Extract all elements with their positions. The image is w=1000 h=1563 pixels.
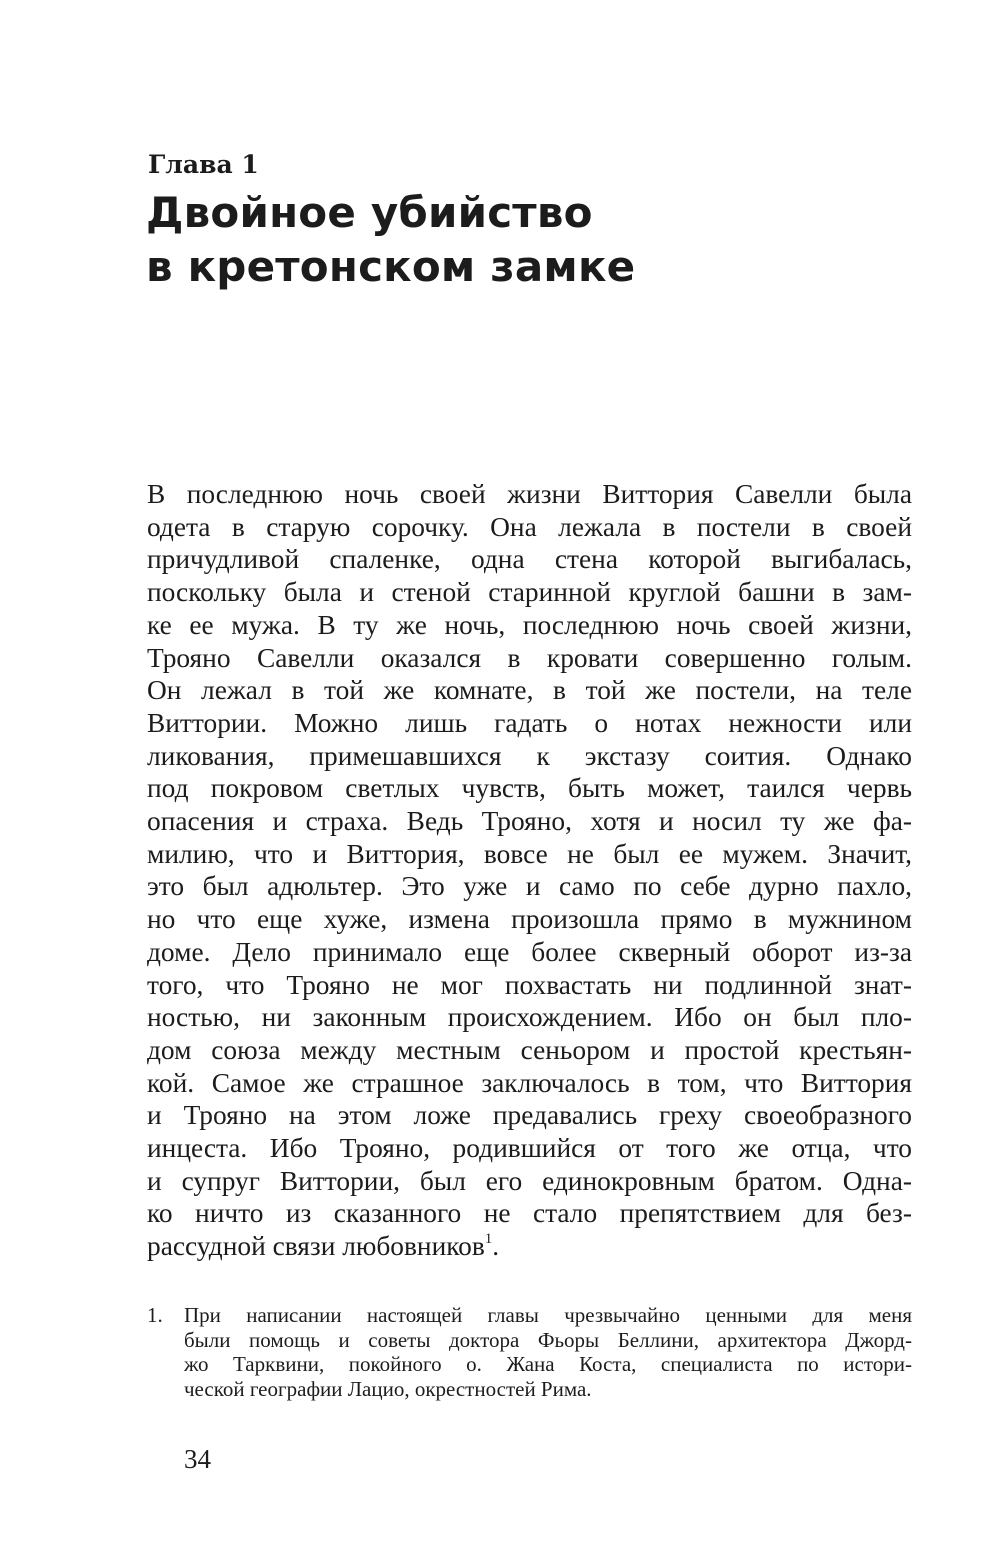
chapter-label: Глава 1 — [148, 150, 259, 179]
chapter-title — [146, 186, 906, 294]
final-punctuation: . — [492, 1231, 500, 1262]
body-line-text: рассудной связи любовников — [147, 1231, 485, 1262]
body-line: ко ничто из сказанного не стало препятствием для без- — [147, 1198, 912, 1229]
body-line: и супруг Виттории, был его единокровным братом. Одна- — [147, 1165, 912, 1196]
body-line: кой. Самое же страшное заключалось в том, что Виттория — [147, 1067, 912, 1098]
footnote-line: были помощь и советы доктора Фьоры Беллини, архитектора Джорд- — [184, 1327, 912, 1352]
body-line: ликования, примешавшихся к экстазу соития. Однако — [147, 740, 912, 771]
body-line: опасения и страха. Ведь Трояно, хотя и носил ту же фа- — [147, 806, 912, 837]
body-line: дом союза между местным сеньором и простой крестьян- — [147, 1034, 912, 1065]
body-line: ностью, ни законным происхождением. Ибо он был пло- — [147, 1002, 912, 1033]
footnote-reference[interactable]: 1 — [484, 1231, 493, 1248]
body-line: под покровом светлых чувств, быть может, таился червь — [147, 773, 912, 804]
chapter-title-line: Двойное убийство — [146, 188, 593, 237]
footnote — [147, 1303, 912, 1401]
body-line: инцеста. Ибо Трояно, родившийся от того же отца, что — [147, 1133, 912, 1164]
body-line: и Трояно на этом ложе предавались греху своеобразного — [147, 1100, 912, 1131]
footnote-line: ческой географии Лацио, окрестностей Рима. — [184, 1376, 592, 1401]
page-number: 34 — [184, 1444, 211, 1474]
chapter-title-line: в кретонском замке — [146, 242, 636, 291]
footnote-line: При написании настоящей главы чрезвычайно ценными для меня — [184, 1303, 912, 1327]
body-line: ке ее мужа. В ту же ночь, последнюю ночь своей жизни, — [147, 609, 912, 640]
body-line: Он лежал в той же комнате, в той же постели, на теле — [147, 675, 912, 706]
body-line: поскольку была и стеной старинной круглой башни в зам- — [147, 577, 912, 608]
body-line: доме. Дело принимало еще более скверный оборот из-за — [147, 936, 912, 967]
body-paragraph — [147, 478, 912, 1263]
body-line: Виттории. Можно лишь гадать о нотах нежности или — [147, 707, 912, 738]
footnote-line: жо Тарквини, покойного о. Жана Коста, специалиста по истори- — [184, 1352, 912, 1376]
body-line: того, что Трояно не мог похвастать ни подлинной знат- — [147, 969, 912, 1000]
footnote-number: 1. — [147, 1303, 163, 1327]
body-line: но что еще хуже, измена произошла прямо в мужнином — [147, 904, 912, 935]
footnote-body — [184, 1303, 912, 1401]
body-line-last — [147, 1230, 912, 1263]
body-line: Трояно Савелли оказался в кровати совершенно голым. — [147, 642, 912, 673]
body-line: это был адюльтер. Это уже и само по себе дурно пахло, — [147, 871, 912, 902]
body-line: милию, что и Виттория, вовсе не был ее мужем. Значит, — [147, 838, 912, 869]
body-line: причудливой спаленке, одна стена которой выгибалась, — [147, 544, 912, 575]
body-line: одета в старую сорочку. Она лежала в постели в своей — [147, 511, 912, 542]
body-line: В последнюю ночь своей жизни Виттория Савелли была — [147, 479, 912, 509]
